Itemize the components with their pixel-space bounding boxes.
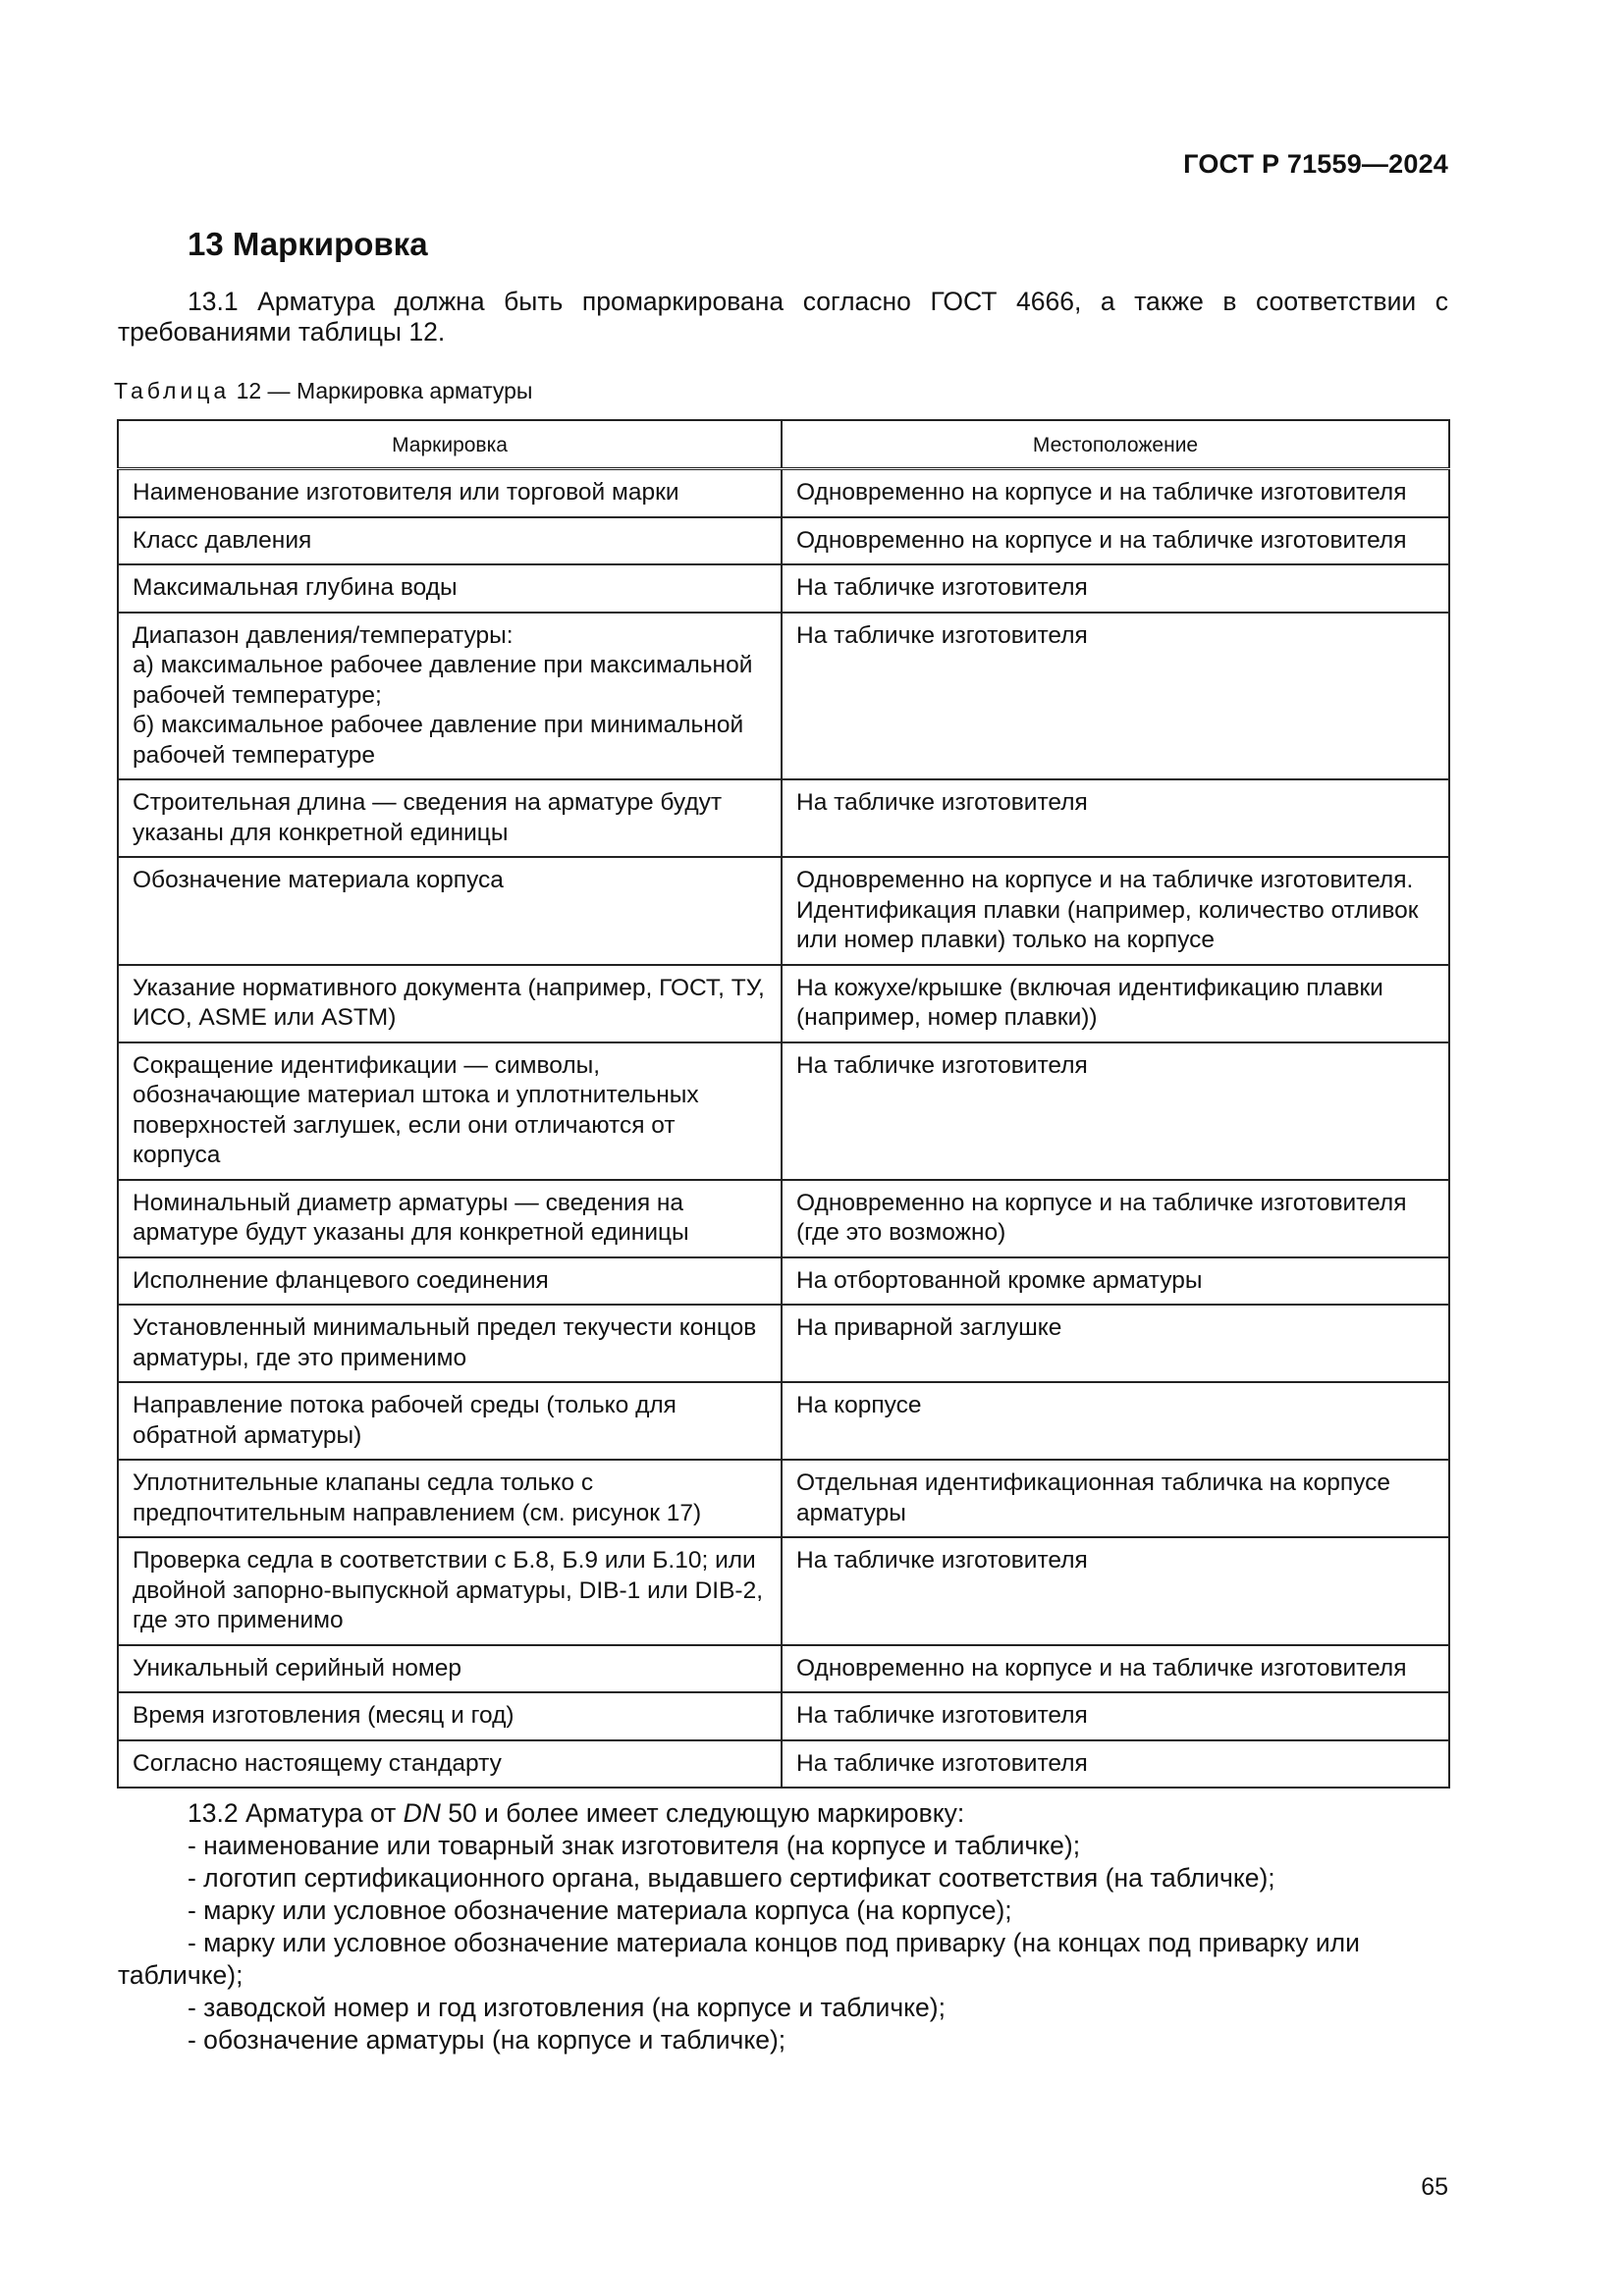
column-header-marking: Маркировка — [118, 420, 782, 469]
table-row — [118, 1382, 1449, 1460]
cell-marking: Время изготовления (месяц и год) — [118, 1692, 782, 1740]
cell-location: На табличке изготовителя — [782, 1740, 1449, 1789]
cell-location: На табличке изготовителя — [782, 564, 1449, 613]
table-caption-title: 12 — Маркировка арматуры — [230, 378, 533, 403]
table-row — [118, 517, 1449, 565]
list-item: - марку или условное обозначение материала корпуса (на корпусе); — [188, 1896, 1012, 1925]
cell-location: Отдельная идентификационная табличка на корпусе арматуры — [782, 1460, 1449, 1537]
table-row — [118, 779, 1449, 857]
cell-location: На табличке изготовителя — [782, 1537, 1449, 1645]
table-row — [118, 965, 1449, 1042]
paragraph-13-1: 13.1 Арматура должна быть промаркирована согласно ГОСТ 4666, а также в соответствии с требованиями таблицы 12. — [118, 287, 1448, 347]
standard-code: ГОСТ Р 71559—2024 — [1183, 149, 1448, 179]
lead-suffix: 50 и более имеет следующую маркировку: — [440, 1798, 965, 1828]
table-body — [118, 469, 1449, 1789]
table-row — [118, 1305, 1449, 1382]
table-row — [118, 1537, 1449, 1645]
table-row — [118, 1692, 1449, 1740]
cell-location: На корпусе — [782, 1382, 1449, 1460]
cell-location: На отбортованной кромке арматуры — [782, 1257, 1449, 1306]
cell-marking: Проверка седла в соответствии с Б.8, Б.9 или Б.10; или двойной запорно-выпускной арматуры, DIB-1 или DIB-2, где это применимо — [118, 1537, 782, 1645]
cell-marking: Уникальный серийный номер — [118, 1645, 782, 1693]
section-title: 13 Маркировка — [188, 226, 428, 262]
list-item: - логотип сертификационного органа, выдавшего сертификат соответствия (на табличке); — [188, 1863, 1275, 1893]
cell-location: Одновременно на корпусе и на табличке изготовителя (где это возможно) — [782, 1180, 1449, 1257]
cell-marking: Указание нормативного документа (например, ГОСТ, ТУ, ИСО, ASME или ASTM) — [118, 965, 782, 1042]
lead-prefix: 13.2 Арматура от — [188, 1798, 404, 1828]
cell-marking: Уплотнительные клапаны седла только с предпочтительным направлением (см. рисунок 17) — [118, 1460, 782, 1537]
list-item: - марку или условное обозначение материала концов под приварку (на концах под приварку или табличке); — [118, 1928, 1360, 1990]
column-header-location: Местоположение — [782, 420, 1449, 469]
table-row — [118, 613, 1449, 780]
page-number: 65 — [1421, 2173, 1448, 2201]
cell-location: Одновременно на корпусе и на табличке изготовителя — [782, 517, 1449, 565]
table-row — [118, 1740, 1449, 1789]
table-row — [118, 1180, 1449, 1257]
cell-marking: Номинальный диаметр арматуры — сведения на арматуре будут указаны для конкретной единицы — [118, 1180, 782, 1257]
cell-marking: Установленный минимальный предел текучести концов арматуры, где это применимо — [118, 1305, 782, 1382]
cell-marking: Направление потока рабочей среды (только для обратной арматуры) — [118, 1382, 782, 1460]
cell-location: Одновременно на корпусе и на табличке изготовителя — [782, 469, 1449, 517]
table-row — [118, 857, 1449, 965]
table-caption — [114, 378, 532, 404]
cell-location: Одновременно на корпусе и на табличке изготовителя. Идентификация плавки (например, количество отливок или номер плавки) только на корпусе — [782, 857, 1449, 965]
cell-location: На кожухе/крышке (включая идентификацию плавки (например, номер плавки)) — [782, 965, 1449, 1042]
cell-marking: Максимальная глубина воды — [118, 564, 782, 613]
dn-symbol: DN — [403, 1798, 441, 1828]
paragraph-13-2 — [118, 1797, 1448, 2056]
table-header-row — [118, 420, 1449, 469]
cell-marking: Сокращение идентификации — символы, обозначающие материал штока и уплотнительных поверхностей заглушек, если они отличаются от корпуса — [118, 1042, 782, 1180]
cell-location: На приварной заглушке — [782, 1305, 1449, 1382]
cell-marking: Класс давления — [118, 517, 782, 565]
cell-marking: Исполнение фланцевого соединения — [118, 1257, 782, 1306]
cell-location: На табличке изготовителя — [782, 779, 1449, 857]
list-item: - обозначение арматуры (на корпусе и табличке); — [188, 2025, 786, 2055]
table-row — [118, 1257, 1449, 1306]
cell-marking: Наименование изготовителя или торговой марки — [118, 469, 782, 517]
table-row — [118, 1460, 1449, 1537]
cell-location: Одновременно на корпусе и на табличке изготовителя — [782, 1645, 1449, 1693]
cell-marking: Диапазон давления/температуры: а) максимальное рабочее давление при максимальной рабочей температуре; б) максимальное рабочее давление при минимальной рабочей температуре — [118, 613, 782, 780]
list-item: - заводской номер и год изготовления (на корпусе и табличке); — [188, 1993, 946, 2022]
cell-marking: Обозначение материала корпуса — [118, 857, 782, 965]
table-row — [118, 1042, 1449, 1180]
list-item: - наименование или товарный знак изготовителя (на корпусе и табличке); — [188, 1831, 1081, 1860]
table-row — [118, 469, 1449, 517]
cell-location: На табличке изготовителя — [782, 1042, 1449, 1180]
cell-marking: Строительная длина — сведения на арматуре будут указаны для конкретной единицы — [118, 779, 782, 857]
table-row — [118, 564, 1449, 613]
table-caption-word: Таблица — [114, 378, 231, 403]
table-row — [118, 1645, 1449, 1693]
cell-marking: Согласно настоящему стандарту — [118, 1740, 782, 1789]
paragraph-13-2-lead — [118, 1797, 1448, 1830]
cell-location: На табличке изготовителя — [782, 1692, 1449, 1740]
cell-location: На табличке изготовителя — [782, 613, 1449, 780]
marking-table — [117, 419, 1450, 1789]
